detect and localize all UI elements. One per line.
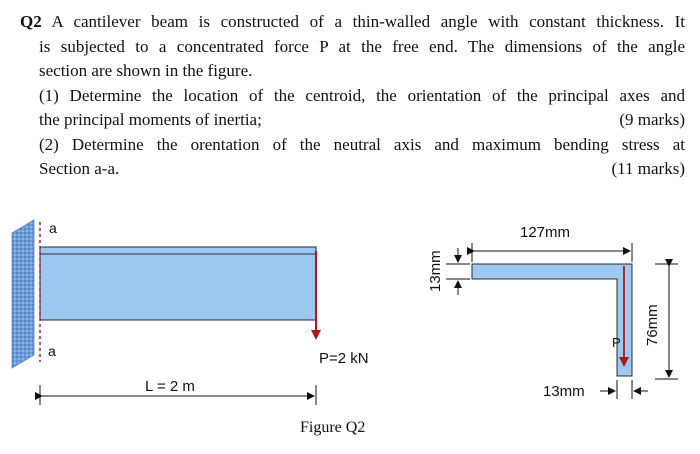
part2-marks: (11 marks): [611, 159, 685, 178]
question-intro-line-2: is subjected to a concentrated force P at the free end. The dimensions of the angle: [39, 36, 685, 56]
question-intro-line-3: section are shown in the figure.: [39, 61, 253, 80]
beam-diagram: [12, 220, 369, 405]
height-label: 76mm: [644, 304, 661, 346]
width-label: 127mm: [520, 224, 571, 241]
angle-section-shape: [472, 264, 632, 376]
section-load-label: P: [612, 335, 621, 350]
part1-text: the principal moments of inertia;: [39, 110, 262, 129]
question-intro-line-1: Q2 A cantilever beam is constructed of a thin-walled angle with constant thickness. It: [20, 12, 685, 31]
section-label-top: a: [49, 220, 57, 236]
flange-thickness-label: 13mm: [427, 250, 444, 292]
fixed-wall-support: [12, 220, 34, 368]
part1-line-1: (1) Determine the location of the centroid, the orientation of the principal axes and: [39, 85, 685, 105]
angle-section-diagram: [427, 224, 678, 400]
part2-text: Section a-a.: [39, 159, 120, 178]
part1-marks: (9 marks): [619, 110, 685, 129]
length-label: L = 2 m: [145, 378, 195, 395]
figure-caption: Figure Q2: [300, 419, 366, 436]
part2-line-1: (2) Determine the orentation of the neutral axis and maximum bending stress at: [39, 134, 685, 154]
web-thickness-label: 13mm: [543, 383, 585, 400]
beam-body: [40, 247, 316, 320]
load-label: P=2 kN: [319, 350, 369, 367]
section-label-bottom: a: [48, 343, 56, 359]
question-number: Q2: [20, 12, 42, 31]
